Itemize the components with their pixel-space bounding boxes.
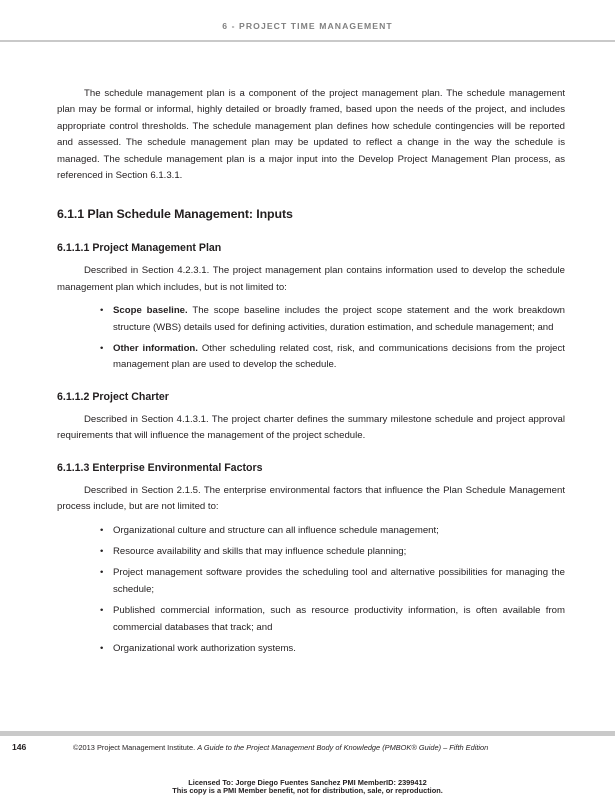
license-line: Licensed To: Jorge Diego Fuentes Sanchez PMI MemberID: 2399412 <box>188 778 427 787</box>
book-title: A Guide to the Project Management Body of Knowledge (PMBOK® Guide) – Fifth Edition <box>197 743 489 752</box>
list-item <box>57 303 565 336</box>
paragraph-project-management-plan: Described in Section 4.2.3.1. The project management plan contains information used to develop the schedule management plan which includes, but is not limited to: <box>57 265 565 293</box>
bullet-list-environmental-factors <box>57 523 565 658</box>
bullet-icon: • <box>100 605 104 617</box>
list-item <box>57 544 565 560</box>
bullet-text: Published commercial information, such as resource productivity information, is often available from commercial databases that track; and <box>113 605 565 633</box>
paragraph-project-charter: Described in Section 4.1.3.1. The project charter defines the summary milestone schedule and project approval requirements that will influence the management of the project schedule. <box>57 413 565 442</box>
list-item <box>57 641 565 657</box>
page-content <box>57 86 565 662</box>
page-number: 146 <box>12 742 27 752</box>
bullet-icon: • <box>100 567 104 579</box>
bullet-term: Other information. <box>113 343 198 355</box>
copyright-text: ©2013 Project Management Institute. <box>73 743 196 752</box>
bullet-text: Other scheduling related cost, risk, and communications decisions from the project management plan are used to develop the schedule. <box>113 343 565 371</box>
footer-divider <box>0 731 615 736</box>
page-header <box>0 14 615 42</box>
bullet-icon: • <box>100 343 104 355</box>
intro-paragraph: The schedule management plan is a component of the project management plan. The schedule management plan may be formal or informal, highly detailed or broadly framed, based upon the needs of the project, and includes appropriate control thresholds. The schedule management plan defines how schedule contingencies will be reported and assessed. The schedule management plan may be updated to reflect a change in the way the schedule is managed. The schedule management plan is a major input into the Develop Project Management Plan process, as referenced in Section 6.1.3.1. <box>57 88 565 182</box>
bullet-text: Organizational work authorization systems. <box>113 642 296 654</box>
subsection-heading-project-charter: 6.1.1.2 Project Charter <box>57 390 169 403</box>
footer-citation <box>73 743 488 752</box>
bullet-list-plan-components <box>57 303 565 374</box>
bullet-icon: • <box>100 642 104 654</box>
bullet-text: Resource availability and skills that may influence schedule planning; <box>113 545 407 557</box>
running-title: 6 - PROJECT TIME MANAGEMENT <box>222 21 393 31</box>
bullet-text: Project management software provides the scheduling tool and alternative possibilities for managing the schedule; <box>113 567 565 595</box>
license-line: This copy is a PMI Member benefit, not for distribution, sale, or reproduction. <box>172 786 443 795</box>
section-heading: 6.1.1 Plan Schedule Management: Inputs <box>57 207 293 222</box>
license-notice <box>0 779 615 795</box>
bullet-icon: • <box>100 545 104 557</box>
bullet-text: The scope baseline includes the project scope statement and the work breakdown structure (WBS) details used for defining activities, duration estimation, and schedule management; and <box>113 305 565 333</box>
bullet-term: Scope baseline. <box>113 305 188 317</box>
bullet-icon: • <box>100 524 104 536</box>
list-item <box>57 523 565 539</box>
bullet-text: Organizational culture and structure can all influence schedule management; <box>113 524 439 536</box>
list-item <box>57 341 565 374</box>
paragraph-enterprise-environmental-factors: Described in Section 2.1.5. The enterprise environmental factors that influence the Plan Schedule Management process include, but are not limited to: <box>57 484 565 513</box>
list-item <box>57 565 565 598</box>
subsection-heading-project-management-plan: 6.1.1.1 Project Management Plan <box>57 242 222 255</box>
bullet-icon: • <box>100 305 104 317</box>
subsection-heading-enterprise-environmental-factors: 6.1.1.3 Enterprise Environmental Factors <box>57 461 263 474</box>
list-item <box>57 603 565 636</box>
